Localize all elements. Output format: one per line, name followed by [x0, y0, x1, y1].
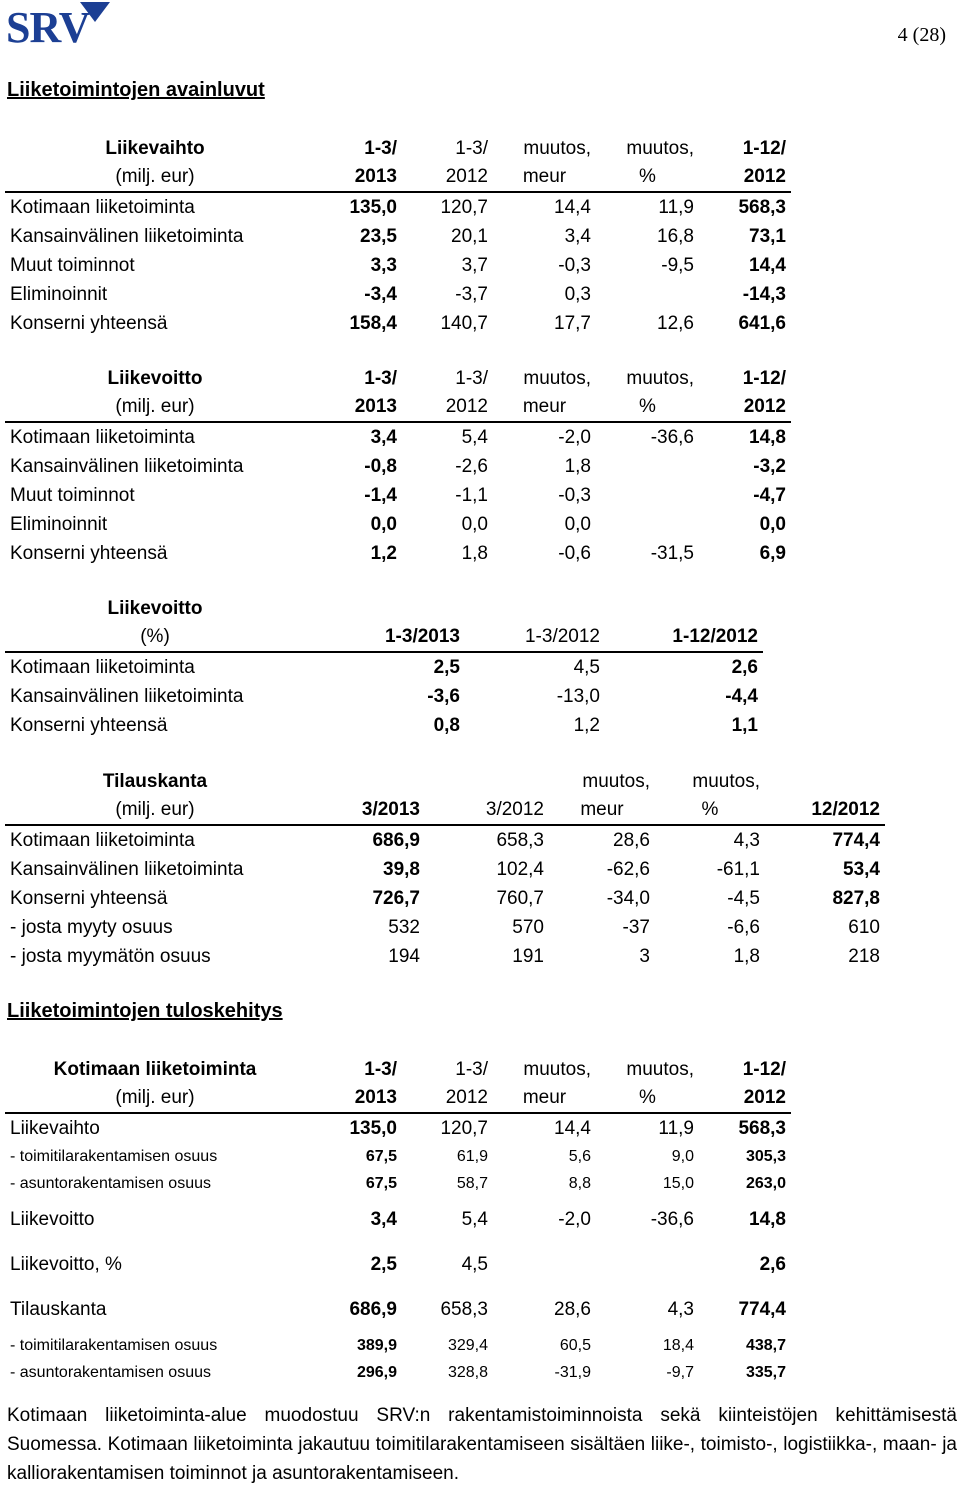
col-header: 1-3/ [455, 1059, 488, 1080]
row-label: Eliminoinnit [10, 284, 108, 305]
table-cell: -36,6 [650, 1209, 694, 1230]
col-header: muutos, [523, 368, 591, 389]
table-cell: -0,3 [558, 485, 591, 506]
row-label: Konserni yhteensä [10, 313, 168, 334]
table-cell: 2,6 [759, 1254, 786, 1275]
table-cell: 16,8 [657, 226, 694, 247]
table-cell: -3,2 [753, 456, 786, 477]
row-label: Liikevaihto [10, 1118, 100, 1139]
table-cell: 2,5 [433, 657, 460, 678]
col-header-unit: (milj. eur) [5, 1084, 305, 1113]
table-cell [596, 280, 699, 309]
table-cell: -6,6 [727, 917, 760, 938]
table-cell: 23,5 [360, 226, 397, 247]
row-label: Eliminoinnit [10, 514, 108, 535]
table-cell: -9,7 [666, 1364, 694, 1381]
table-cell: 568,3 [738, 197, 786, 218]
table-cell: 15,0 [662, 1175, 694, 1192]
table-cell: 135,0 [349, 1118, 397, 1139]
row-label: Muut toiminnot [10, 255, 135, 276]
col-header-label: Liikevoitto [107, 368, 203, 389]
table-cell: 658,3 [496, 830, 544, 851]
table-cell: 686,9 [349, 1299, 397, 1320]
table-cell: 1,8 [564, 456, 591, 477]
table-cell: 3,3 [370, 255, 397, 276]
operating-margin-table [5, 595, 763, 740]
table-cell: 191 [512, 946, 544, 967]
row-label: Konserni yhteensä [10, 888, 168, 909]
table-cell: -37 [622, 917, 650, 938]
col-header: muutos, [626, 1059, 694, 1080]
table-cell: 67,5 [365, 1175, 397, 1192]
col-header-unit: (%) [5, 623, 305, 652]
row-label: - asuntorakentamisen osuus [10, 1175, 211, 1192]
table-cell: 218 [848, 946, 880, 967]
table-cell: 20,1 [451, 226, 488, 247]
col-header: 2012 [402, 163, 493, 192]
table-cell: 67,5 [365, 1148, 397, 1165]
table-cell: 158,4 [349, 313, 397, 334]
row-label: - toimitilarakentamisen osuus [10, 1148, 218, 1165]
col-header: % [655, 796, 765, 825]
col-header: meur [493, 1084, 596, 1113]
table-cell: 8,8 [568, 1175, 591, 1192]
table-cell: 12,6 [657, 313, 694, 334]
table-cell: 568,3 [738, 1118, 786, 1139]
table-row [5, 711, 763, 740]
col-header: 1-12/ [742, 368, 786, 389]
col-header: 1-3/2013 [305, 623, 465, 652]
table-cell [596, 1242, 699, 1287]
table-cell: 120,7 [440, 1118, 488, 1139]
table-cell: 305,3 [745, 1148, 786, 1165]
table-cell: 827,8 [832, 888, 880, 909]
table-cell: -2,0 [558, 427, 591, 448]
page-number: 4 (28) [897, 24, 946, 46]
col-header: % [596, 393, 699, 422]
col-header: muutos, [582, 771, 650, 792]
table-cell: 1,2 [370, 543, 397, 564]
col-header: % [596, 163, 699, 192]
row-label: - toimitilarakentamisen osuus [10, 1337, 218, 1354]
table-row [5, 192, 791, 222]
col-header: 12/2012 [765, 796, 885, 825]
table-cell: 658,3 [440, 1299, 488, 1320]
table-cell: 532 [388, 917, 420, 938]
table-cell: -0,8 [364, 456, 397, 477]
table-row [5, 1359, 791, 1386]
table-cell: 774,4 [832, 830, 880, 851]
col-header-label: Liikevoitto [107, 598, 203, 619]
table-cell: 329,4 [447, 1337, 488, 1354]
table-cell: 2,5 [370, 1254, 397, 1275]
col-header: 1-3/ [364, 1059, 397, 1080]
col-header: 2012 [402, 1084, 493, 1113]
col-header: 1-3/ [455, 138, 488, 159]
table-row [5, 422, 791, 452]
table-row [5, 1332, 791, 1359]
row-label: Kotimaan liiketoiminta [10, 830, 195, 851]
table-cell: 1,8 [461, 543, 488, 564]
table-cell: -4,7 [753, 485, 786, 506]
row-label: Konserni yhteensä [10, 715, 168, 736]
table-cell: 18,4 [662, 1337, 694, 1354]
table-cell: 140,7 [440, 313, 488, 334]
col-header-unit: (milj. eur) [5, 796, 305, 825]
table-row [5, 539, 791, 568]
table-cell: 60,5 [559, 1337, 591, 1354]
row-label: Kansainvälinen liiketoiminta [10, 686, 244, 707]
table-row [5, 280, 791, 309]
table-cell: 73,1 [749, 226, 786, 247]
row-label: Kansainvälinen liiketoiminta [10, 859, 244, 880]
table-cell: 1,2 [573, 715, 600, 736]
revenue-table [5, 135, 791, 338]
section-title-results: Liiketoimintojen tuloskehitys [7, 1000, 283, 1022]
table-cell: 4,5 [461, 1254, 488, 1275]
table-row [5, 855, 885, 884]
table-cell: 328,8 [447, 1364, 488, 1381]
row-label: Kansainvälinen liiketoiminta [10, 456, 244, 477]
table-cell: 438,7 [745, 1337, 786, 1354]
row-label: - josta myyty osuus [10, 917, 173, 938]
table-cell: 3,4 [564, 226, 591, 247]
table-cell: 2,6 [731, 657, 758, 678]
table-cell: 389,9 [356, 1337, 397, 1354]
table-cell: 11,9 [658, 197, 694, 218]
table-cell: 14,8 [749, 1209, 786, 1230]
table-cell: 14,4 [554, 1118, 591, 1139]
logo-text: SRV [6, 3, 90, 46]
table-row [5, 825, 885, 855]
table-cell: 120,7 [440, 197, 488, 218]
table-row [5, 652, 763, 682]
table-cell: 774,4 [738, 1299, 786, 1320]
table-cell: -3,6 [427, 686, 460, 707]
col-header: 1-12/ [742, 138, 786, 159]
table-cell: 0,0 [759, 514, 786, 535]
col-header: 2012 [402, 393, 493, 422]
col-header: muutos, [626, 368, 694, 389]
col-header: muutos, [692, 771, 760, 792]
table-cell: 0,8 [433, 715, 460, 736]
col-header-unit: (milj. eur) [5, 393, 305, 422]
table-cell: 0,0 [461, 514, 488, 535]
section-title-key-figures: Liiketoimintojen avainluvut [7, 79, 265, 101]
table-cell: 58,7 [456, 1175, 488, 1192]
srv-logo [6, 2, 110, 46]
row-label: Tilauskanta [10, 1299, 107, 1320]
table-row [5, 1113, 791, 1143]
col-header: meur [493, 163, 596, 192]
table-cell: 4,3 [667, 1299, 694, 1320]
row-label: Muut toiminnot [10, 485, 135, 506]
table-cell: -9,5 [661, 255, 694, 276]
table-cell: -13,0 [556, 686, 600, 707]
table-cell: -62,6 [606, 859, 650, 880]
table-cell: 135,0 [349, 197, 397, 218]
col-header: 1-3/ [364, 138, 397, 159]
row-label: Kotimaan liiketoiminta [10, 427, 195, 448]
col-header: 1-12/2012 [605, 623, 763, 652]
table-cell: 28,6 [613, 830, 650, 851]
col-header-label: Tilauskanta [102, 771, 208, 792]
row-label: Liikevoitto, % [10, 1254, 122, 1275]
table-cell: 0,0 [564, 514, 591, 535]
domestic-operations-table [5, 1056, 791, 1386]
col-header: 2013 [305, 163, 402, 192]
table-row [5, 1287, 791, 1332]
col-header: 2012 [699, 1084, 791, 1113]
table-cell: 4,3 [733, 830, 760, 851]
col-header: 2012 [699, 393, 791, 422]
table-cell: -0,3 [558, 255, 591, 276]
col-header: 2012 [699, 163, 791, 192]
col-header-label: Kotimaan liiketoiminta [53, 1059, 257, 1080]
table-row [5, 884, 885, 913]
table-cell [596, 481, 699, 510]
table-cell: 17,7 [554, 313, 591, 334]
col-header: 2013 [305, 1084, 402, 1113]
table-cell: -1,4 [364, 485, 397, 506]
table-cell: 53,4 [843, 859, 880, 880]
table-row [5, 481, 791, 510]
col-header: 1-3/2012 [465, 623, 605, 652]
table-cell: -2,0 [558, 1209, 591, 1230]
table-cell: -31,5 [650, 543, 694, 564]
row-label: Kansainvälinen liiketoiminta [10, 226, 244, 247]
table-cell: 4,5 [573, 657, 600, 678]
table-cell: 102,4 [496, 859, 544, 880]
table-cell: 760,7 [496, 888, 544, 909]
col-header-unit: (milj. eur) [5, 163, 305, 192]
table-cell: 335,7 [745, 1364, 786, 1381]
col-header: 3/2013 [305, 796, 425, 825]
table-cell: -3,7 [455, 284, 488, 305]
table-cell: 6,9 [759, 543, 786, 564]
row-label: Liikevoitto [10, 1209, 95, 1230]
col-header: 1-12/ [742, 1059, 786, 1080]
table-row [5, 1197, 791, 1242]
table-row [5, 309, 791, 338]
table-cell: 3,7 [461, 255, 488, 276]
col-header: % [596, 1084, 699, 1113]
col-header: muutos, [523, 138, 591, 159]
table-cell: 9,0 [671, 1148, 694, 1165]
table-cell: 0,3 [564, 284, 591, 305]
table-cell: -36,6 [650, 427, 694, 448]
row-label: Kotimaan liiketoiminta [10, 197, 195, 218]
table-cell: 39,8 [383, 859, 420, 880]
table-row [5, 222, 791, 251]
table-cell: 610 [848, 917, 880, 938]
table-cell: 570 [512, 917, 544, 938]
table-cell: 1,1 [731, 715, 758, 736]
table-cell: 11,9 [658, 1118, 694, 1139]
table-cell: 686,9 [372, 830, 420, 851]
operating-profit-table [5, 365, 791, 568]
table-cell: -4,5 [727, 888, 760, 909]
table-row [5, 251, 791, 280]
table-row [5, 1143, 791, 1170]
col-header: 3/2012 [425, 796, 549, 825]
table-cell: 0,0 [370, 514, 397, 535]
col-header: muutos, [523, 1059, 591, 1080]
table-cell: -3,4 [364, 284, 397, 305]
col-header: meur [493, 393, 596, 422]
description-paragraph: Kotimaan liiketoiminta-alue muodostuu SRV:n rakentamistoiminnoista sekä kiinteistöjen kehittämisestä Suomessa. Kotimaan liiketoiminta jakautuu toimitilarakentamiseen sisältäen liike-, toimisto-, logistiikka-, maan- ja kalliorakentamisen toiminnot ja asuntorakentamiseen. [7, 1405, 957, 1484]
table-cell: -1,1 [455, 485, 488, 506]
table-cell: 3,4 [370, 427, 397, 448]
table-cell: -2,6 [455, 456, 488, 477]
table-cell: 14,4 [554, 197, 591, 218]
table-cell [493, 1242, 596, 1287]
table-cell: 61,9 [456, 1148, 488, 1165]
row-label: - asuntorakentamisen osuus [10, 1364, 211, 1381]
table-cell: -4,4 [725, 686, 758, 707]
col-header: muutos, [626, 138, 694, 159]
table-row [5, 510, 791, 539]
table-cell: 5,4 [461, 1209, 488, 1230]
table-cell: 641,6 [738, 313, 786, 334]
table-cell: 28,6 [554, 1299, 591, 1320]
table-cell: 1,8 [733, 946, 760, 967]
row-label: Konserni yhteensä [10, 543, 168, 564]
table-row [5, 682, 763, 711]
table-cell: -34,0 [606, 888, 650, 909]
table-cell: -61,1 [716, 859, 760, 880]
table-row [5, 1170, 791, 1197]
col-header-label: Liikevaihto [105, 138, 205, 159]
table-cell [596, 452, 699, 481]
col-header: 2013 [305, 393, 402, 422]
table-cell: -0,6 [558, 543, 591, 564]
table-cell: 194 [388, 946, 420, 967]
table-cell: -31,9 [554, 1364, 591, 1381]
order-backlog-table [5, 768, 885, 971]
col-header: 1-3/ [455, 368, 488, 389]
table-cell: 296,9 [356, 1364, 397, 1381]
row-label: Kotimaan liiketoiminta [10, 657, 195, 678]
table-cell: 3,4 [370, 1209, 397, 1230]
table-row [5, 942, 885, 971]
table-cell: 3 [639, 946, 650, 967]
table-cell: 5,6 [568, 1148, 591, 1165]
col-header: 1-3/ [364, 368, 397, 389]
table-row [5, 1242, 791, 1287]
table-cell [596, 510, 699, 539]
table-cell: 14,8 [749, 427, 786, 448]
table-cell: 14,4 [749, 255, 786, 276]
table-row [5, 913, 885, 942]
col-header: meur [549, 796, 655, 825]
table-cell: 5,4 [461, 427, 488, 448]
table-cell: 726,7 [372, 888, 420, 909]
table-cell: -14,3 [742, 284, 786, 305]
table-row [5, 452, 791, 481]
row-label: - josta myymätön osuus [10, 946, 211, 967]
table-cell: 263,0 [745, 1175, 786, 1192]
